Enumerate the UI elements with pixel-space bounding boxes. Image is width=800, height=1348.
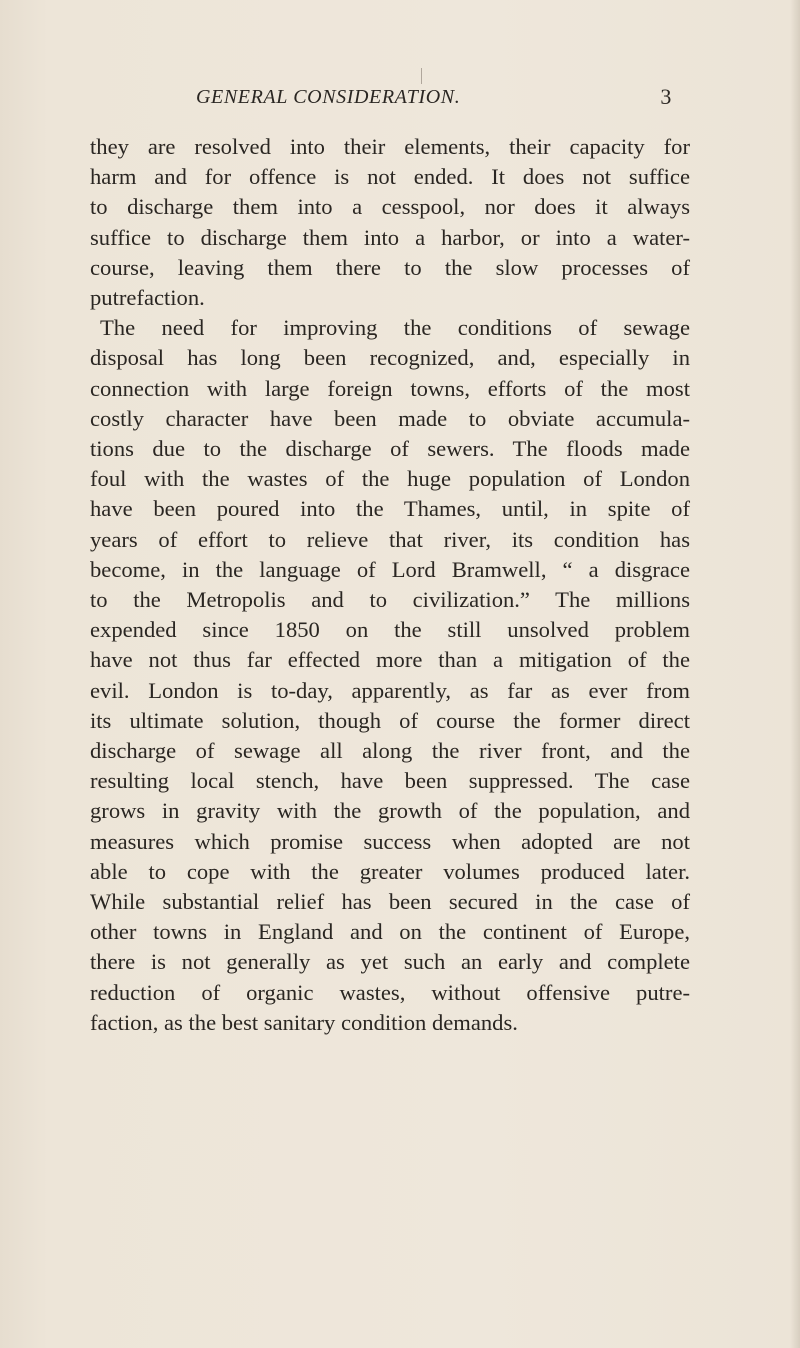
- text-line: tions due to the discharge of sewers. The floods made: [90, 436, 690, 462]
- text-line: harm and for offence is not ended. It does not suffice: [90, 164, 690, 190]
- text-line: course, leaving them there to the slow processes of: [90, 254, 690, 280]
- text-line: years of effort to relieve that river, its condition has: [90, 526, 690, 552]
- text-line: measures which promise success when adopted are not: [90, 828, 690, 854]
- text-line: The need for improving the conditions of sewage: [100, 315, 690, 341]
- text-line: able to cope with the greater volumes produced later.: [90, 858, 690, 884]
- text-line: connection with large foreign towns, efforts of the most: [90, 375, 690, 401]
- text-line: foul with the wastes of the huge population of London: [90, 466, 690, 492]
- print-mark: [421, 68, 422, 84]
- text-line: to the Metropolis and to civilization.” The millions: [90, 587, 690, 613]
- page-number: 3: [660, 84, 672, 109]
- text-line: reduction of organic wastes, without offensive putre-: [90, 979, 690, 1005]
- text-line: they are resolved into their elements, their capacity for: [90, 134, 690, 159]
- text-line: costly character have been made to obviate accumula-: [90, 405, 690, 431]
- body-text: [90, 132, 690, 1038]
- text-line: grows in gravity with the growth of the population, and: [90, 798, 690, 824]
- text-line: suffice to discharge them into a harbor, or into a water-: [90, 224, 690, 250]
- text-line: faction, as the best sanitary condition demands.: [90, 1009, 518, 1035]
- text-line: putrefaction.: [90, 285, 205, 311]
- text-line: become, in the language of Lord Bramwell, “ a disgrace: [90, 556, 690, 582]
- page-edge-shadow: [790, 0, 800, 1348]
- text-line: to discharge them into a cesspool, nor does it always: [90, 194, 690, 220]
- text-line: disposal has long been recognized, and, especially in: [90, 345, 690, 371]
- text-line: have been poured into the Thames, until, in spite of: [90, 496, 690, 522]
- text-line: there is not generally as yet such an early and complete: [90, 949, 690, 975]
- text-line: discharge of sewage all along the river front, and the: [90, 738, 690, 764]
- text-line: have not thus far effected more than a mitigation of the: [90, 647, 690, 673]
- text-line: While substantial relief has been secured in the case of: [90, 889, 690, 915]
- text-line: other towns in England and on the continent of Europe,: [90, 919, 690, 945]
- running-title: GENERAL CONSIDERATION.: [196, 86, 461, 108]
- running-head: [196, 86, 672, 116]
- text-line: expended since 1850 on the still unsolved problem: [90, 617, 690, 643]
- text-line: resulting local stench, have been suppressed. The case: [90, 768, 690, 794]
- text-line: evil. London is to-day, apparently, as far as ever from: [90, 677, 690, 703]
- text-line: its ultimate solution, though of course the former direct: [90, 707, 690, 733]
